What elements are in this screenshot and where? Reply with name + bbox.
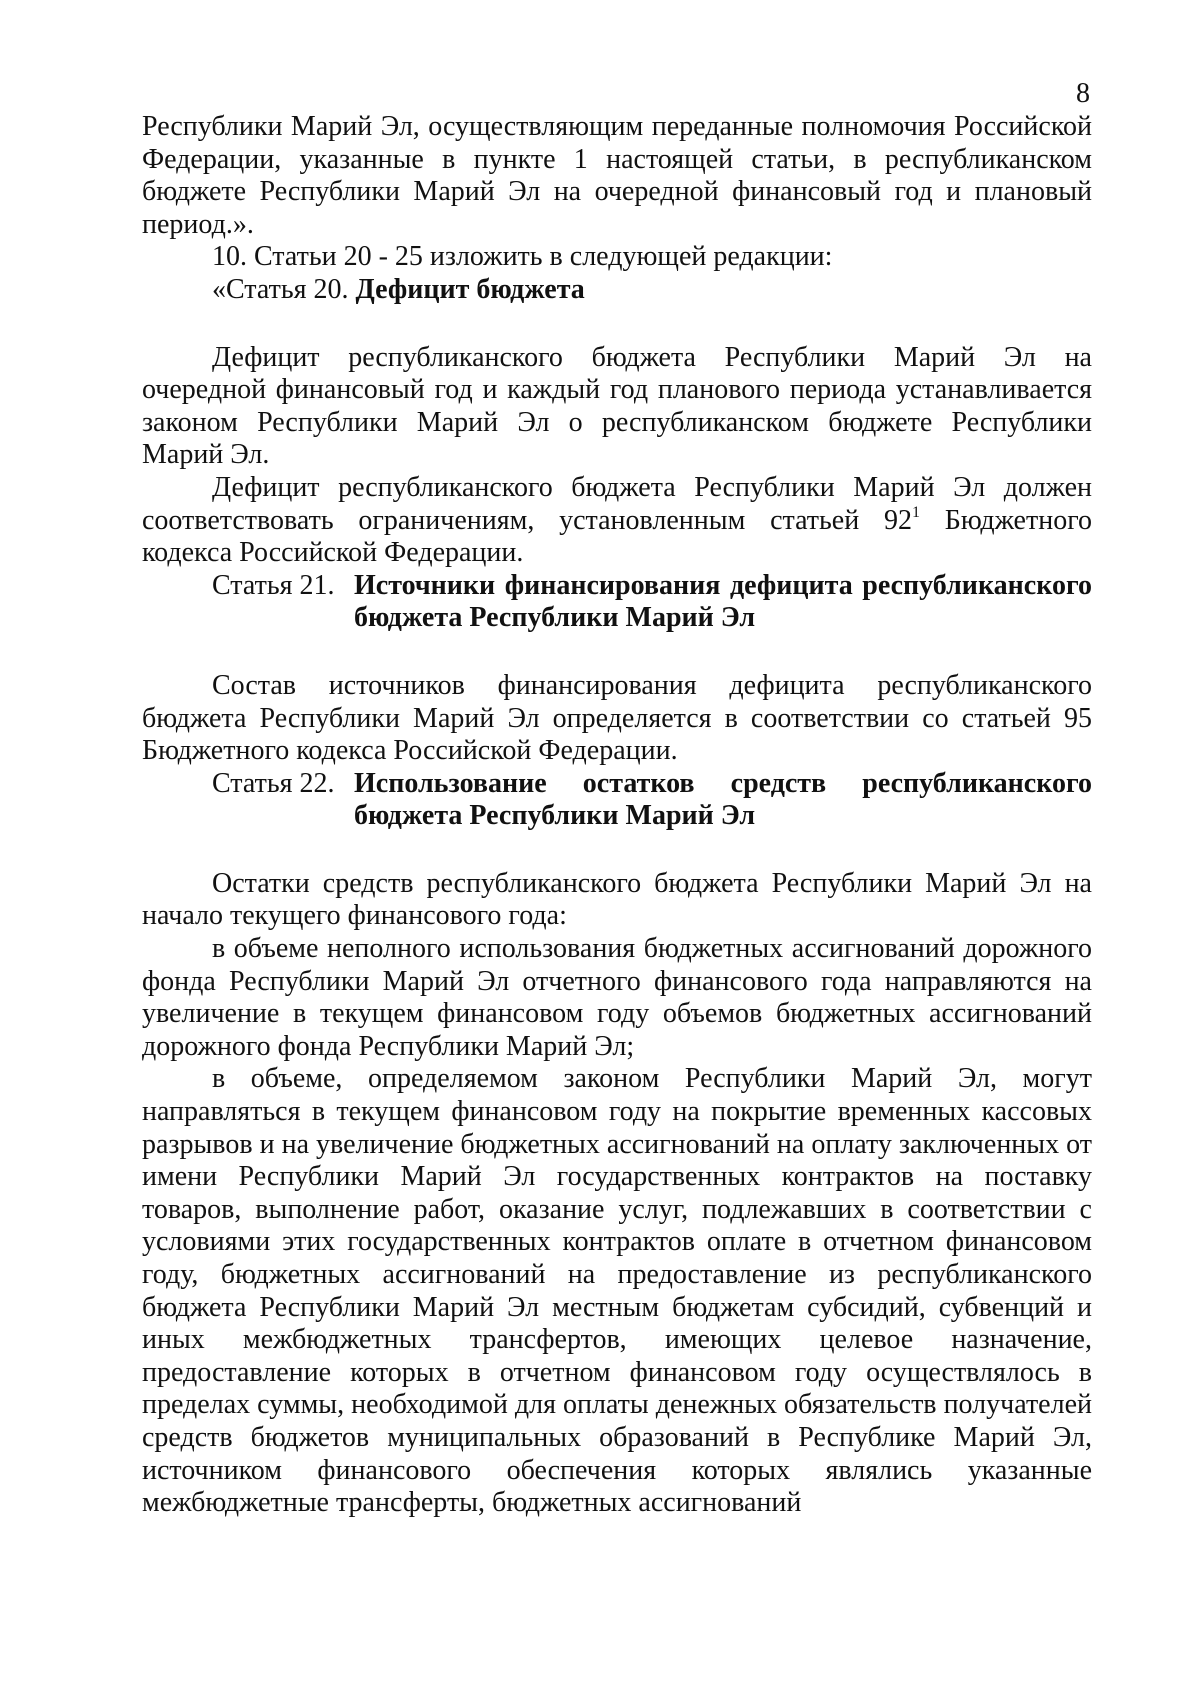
article-20-heading	[142, 274, 1092, 307]
article-22-paragraph-2: в объеме неполного использования бюджетных ассигнований дорожного фонда Республики Марий Эл отчетного финансового года направляются на увеличение в текущем финансовом году объемов бюджетных ассигнований дорожного фонда Республики Марий Эл;	[142, 933, 1092, 1062]
article-reference-superscript: 1	[911, 503, 920, 521]
amendment-item-10: 10. Статьи 20 - 25 изложить в следующей редакции:	[212, 241, 833, 273]
article-21-title: Источники финансирования дефицита республиканского бюджета Республики Марий Эл	[354, 569, 1092, 634]
article-20-title: Дефицит бюджета	[355, 273, 585, 305]
article-22-number: Статья 22.	[212, 767, 335, 799]
article-22-heading	[142, 768, 1092, 833]
article-22-paragraph-1: Остатки средств республиканского бюджета Республики Марий Эл на начало текущего финансового года:	[142, 867, 1092, 932]
article-20-number: «Статья 20.	[212, 273, 349, 305]
article-20-paragraph-2-ending: Бюджетного кодекса Российской Федерации.	[142, 504, 1092, 569]
article-21-number: Статья 21.	[212, 569, 335, 601]
article-22-paragraph-3: в объеме, определяемом законом Республики Марий Эл, могут направляться в текущем финансовом году на покрытие временных кассовых разрывов и на увеличение бюджетных ассигнований на оплату заключенных от имени Республики Марий Эл государственных контрактов на поставку товаров, выполнение работ, оказание услуг, подлежавших в соответствии с условиями этих государственных контрактов оплате в отчетном финансовом году, бюджетных ассигнований на предоставление из республиканского бюджета Республики Марий Эл местным бюджетам субсидий, субвенций и иных межбюджетных трансфертов, имеющих целевое назначение, предоставление которых в отчетном финансовом году осуществлялось в пределах суммы, необходимой для оплаты денежных обязательств получателей средств бюджетов муниципальных образований в Республике Марий Эл, источником финансового обеспечения которых являлись указанные межбюджетные трансферты, бюджетных ассигнований	[142, 1063, 1092, 1519]
article-20-paragraph-2-text: Дефицит республиканского бюджета Республики Марий Эл должен соответствовать ограничениям, установленным статьей 92	[142, 471, 1092, 536]
page-number: 8	[1076, 78, 1090, 109]
intro-paragraph: Республики Марий Эл, осуществляющим переданные полномочия Российской Федерации, указанные в пункте 1 настоящей статьи, в республиканском бюджете Республики Марий Эл на очередной финансовый год и плановый период.».	[142, 111, 1092, 240]
document-page	[142, 78, 1092, 1520]
article-22-title: Использование остатков средств республиканского бюджета Республики Марий Эл	[354, 767, 1092, 832]
article-21-paragraph-1: Состав источников финансирования дефицита республиканского бюджета Республики Марий Эл определяется в соответствии со статьей 95 Бюджетного кодекса Российской Федерации.	[142, 669, 1092, 767]
article-20-paragraph-1: Дефицит республиканского бюджета Республики Марий Эл на очередной финансовый год и каждый год планового периода устанавливается законом Республики Марий Эл о республиканском бюджете Республики Марий Эл.	[142, 341, 1092, 471]
article-21-heading	[142, 570, 1092, 635]
article-20-paragraph-2	[142, 472, 1092, 570]
